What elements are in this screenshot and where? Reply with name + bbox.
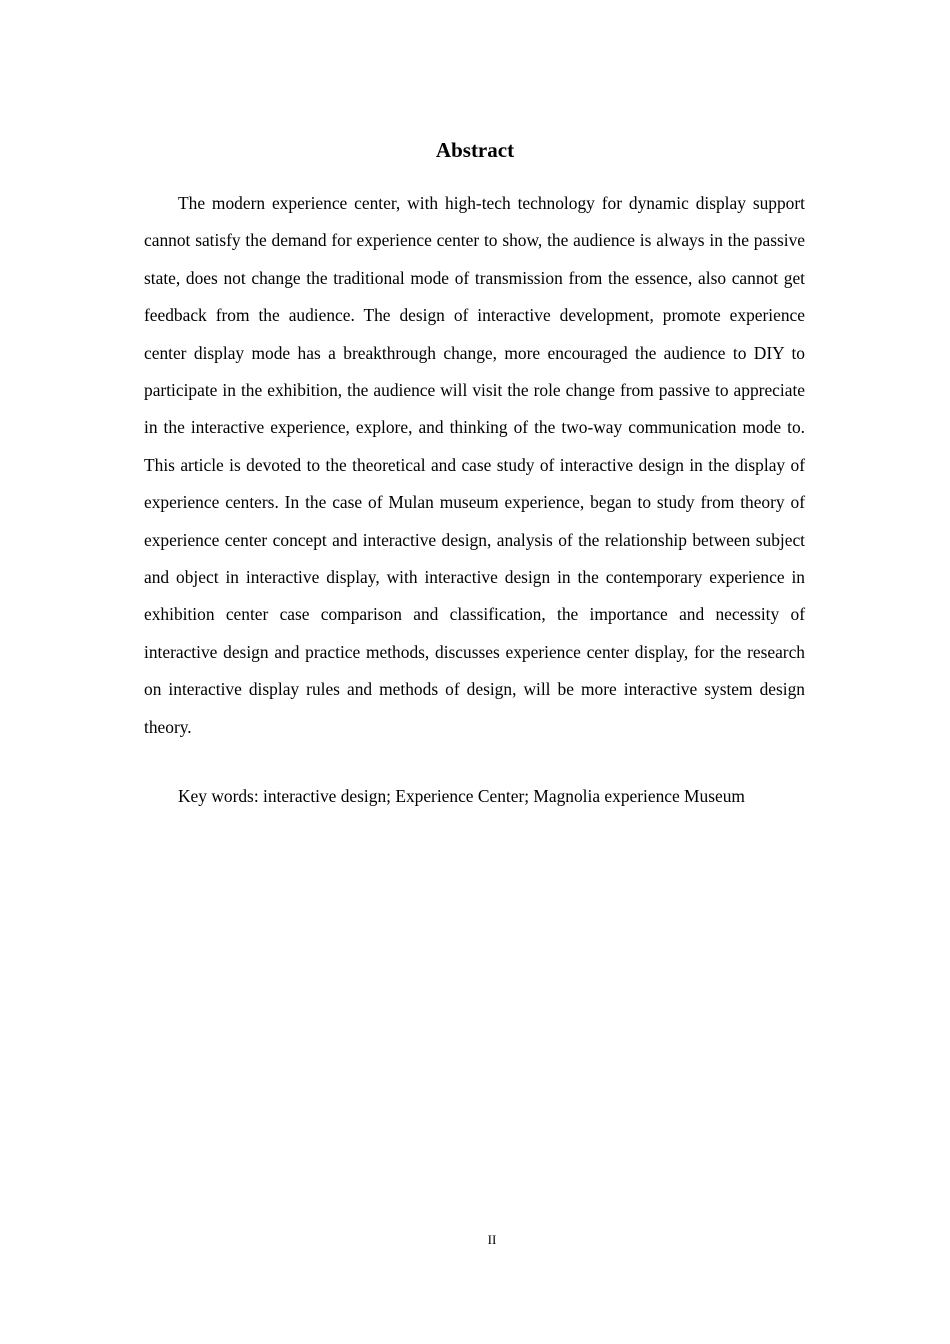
page-number: II <box>487 1232 497 1247</box>
abstract-body: The modern experience center, with high-tech technology for dynamic display support cannot satisfy the demand for experience center to show, the audience is always in the passive state, does not change the traditional mode of transmission from the essence, also cannot get feedback from the audience. The design of interactive development, promote experience center display mode has a breakthrough change, more encouraged the audience to DIY to participate in the exhibition, the audience will visit the role change from passive to appreciate in the interactive experience, explore, and thinking of the two-way communication mode to. This article is devoted to the theoretical and case study of interactive design in the display of experience centers. In the case of Mulan museum experience, began to study from theory of experience center concept and interactive design, analysis of the relationship between subject and object in interactive display, with interactive design in the contemporary experience in exhibition center case comparison and classification, the importance and necessity of interactive design and practice methods, discusses experience center display, for the research on interactive display rules and methods of design, will be more interactive system design theory. <box>144 193 805 737</box>
keywords-line: Key words: interactive design; Experience Center; Magnolia experience Museum <box>178 786 745 806</box>
abstract-title: Abstract <box>435 138 515 162</box>
